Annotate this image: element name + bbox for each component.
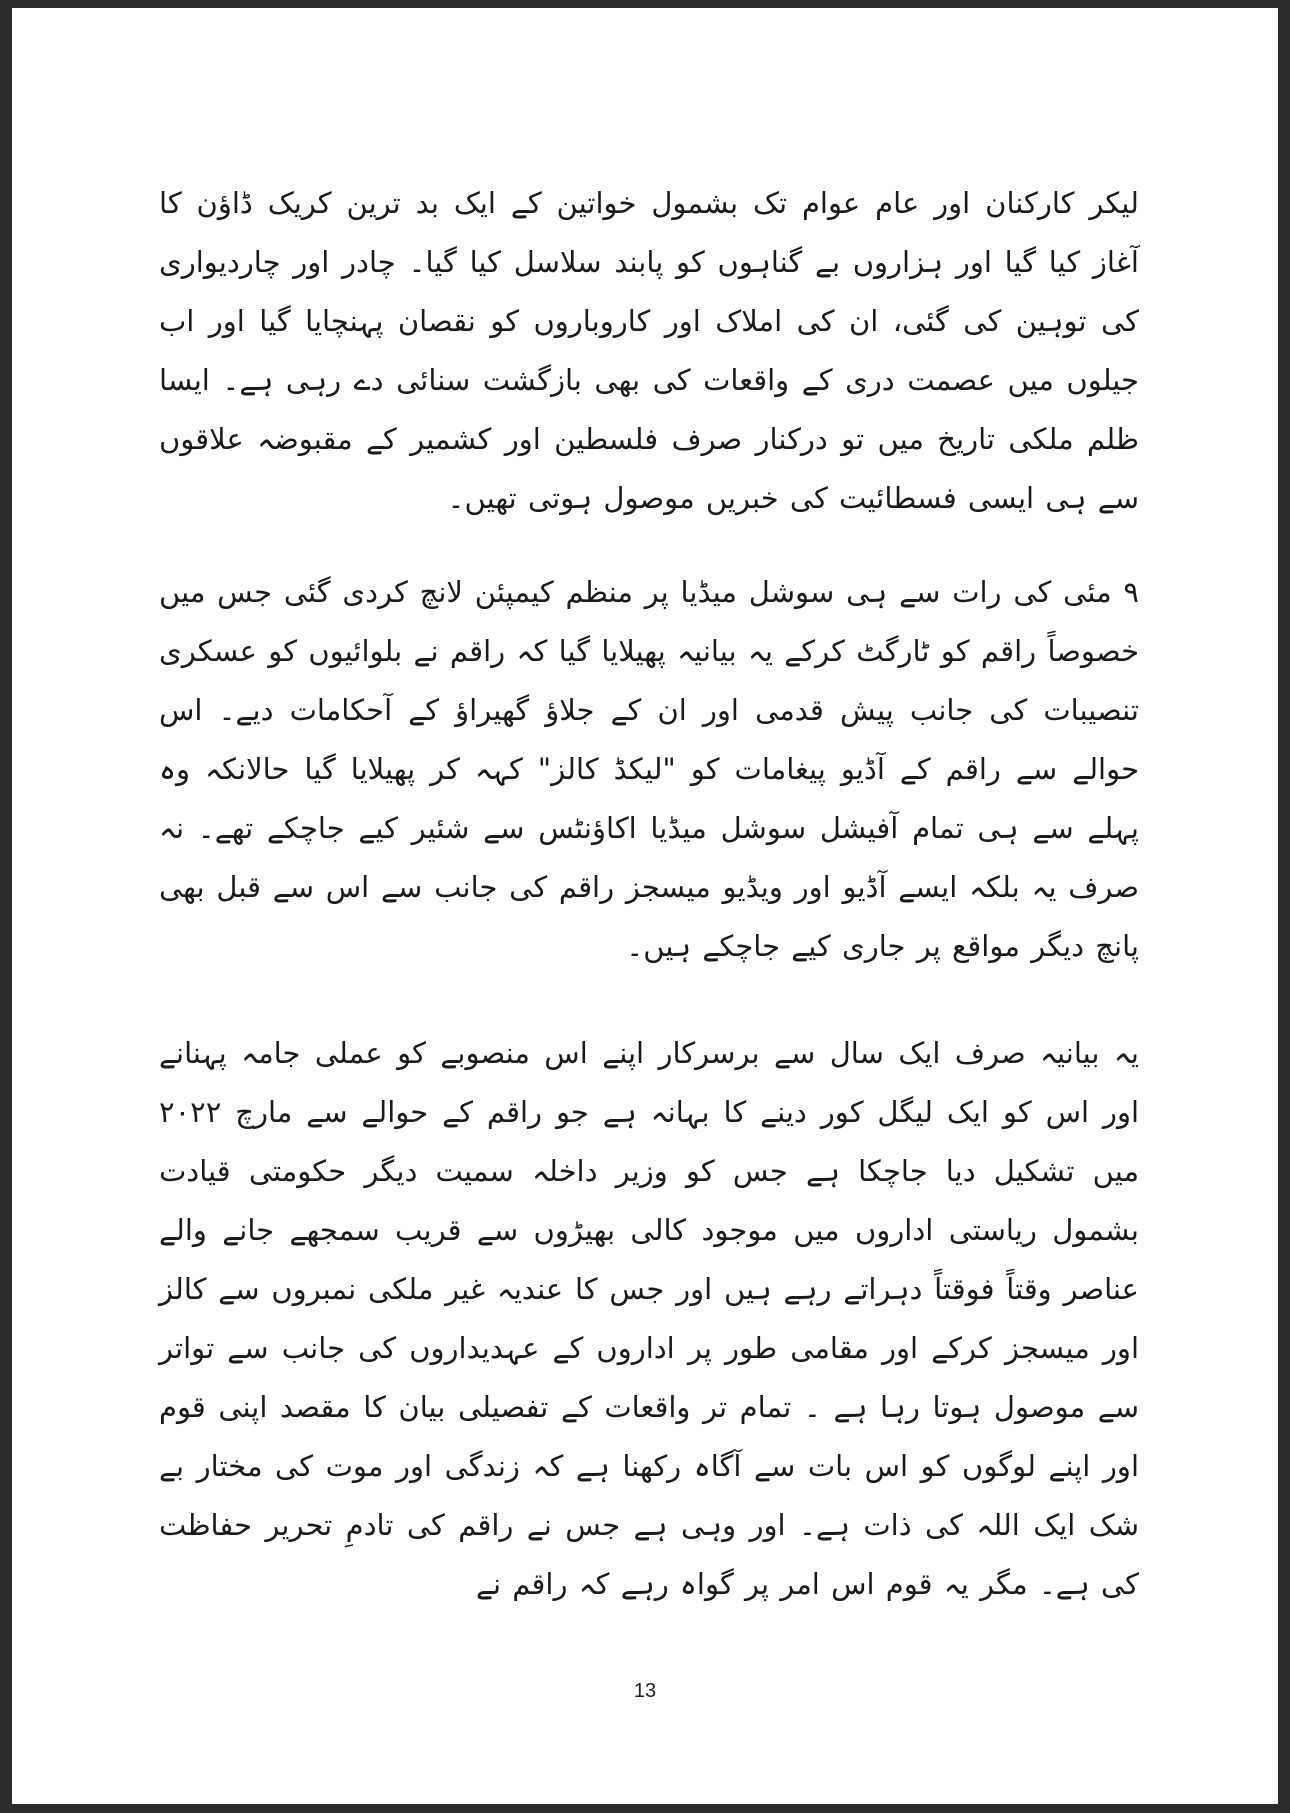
paragraph-3 xyxy=(159,1024,1139,1614)
paragraph-3-text: یہ بیانیہ صرف ایک سال سے برسرکار اپنے اس منصوبے کو عملی جامہ پہنانے اور اس کو ایک لیگل کور دینے کا بہانہ ہے جو راقم کے حوالے سے مارچ ۲۰۲۲ میں تشکیل دیا جاچکا ہے جس کو وزیر داخلہ سمیت دیگر حکومتی قیادت بشمول ریاستی اداروں میں موجود کالی بھیڑوں سے قریب سمجھے جانے والے عناصر وقتاً فوقتاً دہراتے رہے ہیں اور جس کا عندیہ غیر ملکی نمبروں سے کالز اور میسجز کرکے اور مقامی طور پر اداروں کے عہدیداروں کی جانب سے تواتر سے موصول ہوتا رہا ہے ۔ تمام تر واقعات کے تفصیلی بیان کا مقصد اپنی قوم اور اپنے لوگوں کو اس بات سے آگاہ رکھنا ہے کہ زندگی اور موت کی مختار بے شک ایک اللہ کی ذات ہے۔ اور وہی ہے جس نے راقم کی تادمِ تحریر حفاظت کی ہے۔ مگر یہ قوم اس امر پر گواہ رہے کہ راقم نے xyxy=(159,1036,1139,1601)
paragraph-2-text: ۹ مئی کی رات سے ہی سوشل میڈیا پر منظم کیمپئن لانچ کردی گئی جس میں خصوصاً راقم کو ٹارگٹ کرکے یہ بیانیہ پھیلایا گیا کہ راقم نے بلوائیوں کو عسکری تنصیبات کی جانب پیش قدمی اور ان کے جلاؤ گھیراؤ کے آحکامات دیے۔ اس حوالے سے راقم کے آڈیو پیغامات کو "لیکڈ کالز" کہہ کر پھیلایا گیا حالانکہ وہ پہلے سے ہی تمام آفیشل سوشل میڈیا اکاؤنٹس سے شئیر کیے جاچکے تھے۔ نہ صرف یہ بلکہ ایسے آڈیو اور ویڈیو میسجز راقم کی جانب سے اس سے قبل بھی پانچ دیگر مواقع پر جاری کیے جاچکے ہیں۔ xyxy=(159,575,1139,963)
paragraph-2 xyxy=(159,563,1139,976)
paragraph-1-text: لیکر کارکنان اور عام عوام تک بشمول خواتین کے ایک بد ترین کریک ڈاؤن کا آغاز کیا گیا اور ہزاروں بے گناہوں کو پابند سلاسل کیا گیا۔ چادر اور چاردیواری کی توہین کی گئی، ان کی املاک اور کاروباروں کو نقصان پہنچایا گیا اور اب جیلوں میں عصمت دری کے واقعات کی بھی بازگشت سنائی دے رہی ہے۔ ایسا ظلم ملکی تاریخ میں تو درکنار صرف فلسطین اور کشمیر کے مقبوضہ علاقوں سے ہی ایسی فسطائیت کی خبریں موصول ہوتی تھیں۔ xyxy=(159,186,1139,515)
page-number: 13 xyxy=(633,1680,657,1702)
document-page xyxy=(12,8,1278,1804)
paragraph-1 xyxy=(159,174,1139,528)
